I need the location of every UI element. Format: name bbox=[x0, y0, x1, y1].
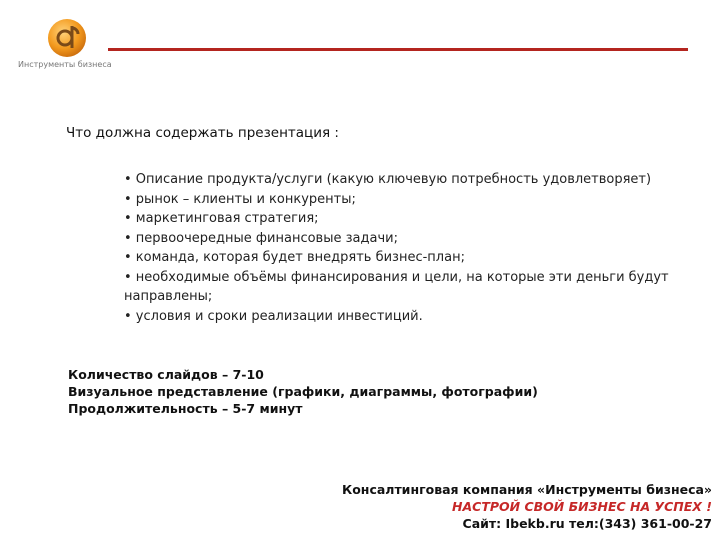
company-name: Консалтинговая компания «Инструменты бизнеса» bbox=[342, 482, 712, 497]
bullet-item: • условия и сроки реализации инвестиций. bbox=[124, 308, 423, 324]
visual-presentation-line: Визуальное представление (графики, диаграммы, фотографии) bbox=[68, 384, 538, 399]
bullet-item: • рынок – клиенты и конкуренты; bbox=[124, 191, 356, 207]
footer bbox=[342, 481, 712, 532]
bullet-item: • команда, которая будет внедрять бизнес-план; bbox=[124, 250, 465, 265]
bullet-item: • маркетинговая стратегия; bbox=[124, 211, 319, 226]
duration-line: Продолжительность – 5-7 минут bbox=[68, 401, 303, 416]
slogan: НАСТРОЙ СВОЙ БИЗНЕС НА УСПЕХ ! bbox=[452, 499, 712, 514]
logo-emblem-icon bbox=[44, 18, 90, 64]
contact-info: Сайт: Ibekb.ru тел:(343) 361-00-27 bbox=[462, 516, 712, 531]
logo-text: Инструменты бизнеса bbox=[18, 60, 112, 69]
header-divider bbox=[108, 48, 688, 51]
slide-count-line: Количество слайдов – 7-10 bbox=[68, 367, 264, 382]
bullet-item: • Описание продукта/услуги (какую ключевую потребность удовлетворяет) bbox=[124, 172, 652, 187]
presentation-requirements bbox=[68, 366, 538, 417]
bullet-item: • первоочередные финансовые задачи; bbox=[124, 230, 398, 246]
content-bullet-list bbox=[124, 170, 684, 326]
section-heading: Что должна содержать презентация : bbox=[66, 125, 339, 141]
bullet-item: • необходимые объёмы финансирования и цели, на которые эти деньги будут направлены; bbox=[124, 269, 669, 304]
company-logo bbox=[14, 18, 124, 74]
